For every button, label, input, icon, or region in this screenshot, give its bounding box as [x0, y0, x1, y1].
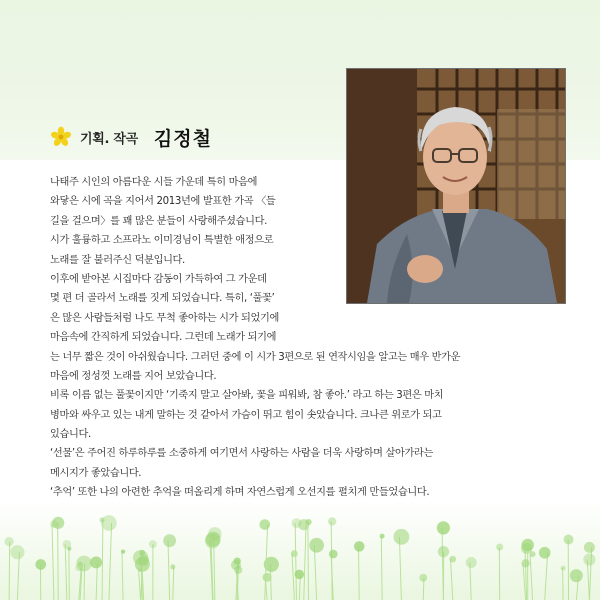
flower-puff — [583, 553, 595, 565]
body-line: 마음속에 간직하게 되었습니다. 그런데 노래가 되기에 — [50, 332, 277, 344]
flower-icon — [50, 126, 72, 148]
grass-stem — [308, 522, 309, 600]
flower-puff — [100, 518, 105, 523]
flower-puff — [437, 521, 450, 534]
flower-puff — [63, 540, 72, 549]
flower-puff — [380, 534, 385, 539]
flower-puff — [234, 566, 242, 574]
role-label: 기획. 작곡 — [80, 131, 138, 147]
flower-puff — [133, 550, 148, 565]
flower-puff — [292, 518, 302, 528]
grass-stem — [69, 549, 70, 600]
flower-puff — [530, 551, 536, 557]
body-line: 는 너무 짧은 것이 아쉬웠습니다. 그러던 중에 이 시가 3편으로 된 연작시임을 알고는 매우 반가운 — [50, 351, 461, 363]
flower-puff — [101, 515, 117, 531]
flower-puff — [163, 534, 176, 547]
body-line: 메시지가 좋았습니다. — [50, 467, 142, 479]
flower-puff — [328, 517, 336, 525]
flower-puff — [90, 556, 102, 568]
person-name: 김정철 — [153, 127, 212, 150]
body-line: 마음에 정성껏 노래를 지어 보았습니다. — [50, 370, 217, 382]
grass-stem — [9, 542, 10, 600]
body-line: 노래를 잘 불러주신 덕분입니다. — [50, 254, 185, 266]
body-line: ‘선물’은 주어진 하루하루를 소중하게 여기면서 사랑하는 사람을 더욱 사랑하며 살아가라는 — [50, 448, 433, 460]
flower-puff — [521, 559, 529, 567]
meadow-decoration — [0, 500, 600, 600]
body-line: 있습니다. — [50, 429, 91, 441]
body-line: 은 많은 사람들처럼 나도 무척 좋아하는 시가 되었기에 — [50, 312, 280, 324]
flower-puff — [305, 519, 311, 525]
flower-puff — [449, 556, 456, 563]
flower-puff — [561, 566, 566, 571]
flower-puff — [170, 564, 175, 569]
flower-puff — [4, 537, 13, 546]
flower-puff — [393, 529, 409, 545]
flower-puff — [329, 550, 338, 559]
flower-puff — [570, 569, 583, 582]
body-line: 시가 훌륭하고 소프라노 이미경님이 특별한 애정으로 — [50, 235, 274, 247]
flower-puff — [419, 574, 427, 582]
flower-puff — [50, 520, 58, 528]
flower-puff — [76, 556, 92, 572]
flower-puff — [35, 559, 46, 570]
flower-puff — [291, 550, 298, 557]
flower-puff — [466, 557, 477, 568]
body-line: 나태주 시인의 아름다운 시들 가운데 특히 마음에 — [50, 177, 258, 188]
flower-puff — [206, 532, 221, 547]
body-line: 몇 편 더 골라서 노래를 짓게 되었습니다. 특히, ‘풀꽃’ — [50, 293, 275, 305]
flower-puff — [121, 550, 125, 554]
grass-stem — [58, 523, 59, 600]
flower-puff — [584, 542, 595, 553]
body-line: 와닿은 시에 곡을 지어서 2013년에 발표한 가곡 〈들 — [50, 196, 276, 208]
grass-stem — [563, 568, 564, 600]
body-line: ‘추억’ 또한 나의 아련한 추억을 떠올리게 하며 자연스럽게 오선지를 펼치게 만들었습니다. — [50, 487, 430, 499]
flower-puff — [539, 547, 551, 559]
flower-puff — [564, 535, 574, 545]
body-line: 비록 이름 없는 풀꽃이지만 ‘기죽지 말고 살아봐, 꽃을 피워봐, 참 좋아.’ 라고 하는 3편은 마치 — [50, 390, 444, 402]
flower-puff — [259, 519, 270, 530]
flower-puff — [521, 539, 533, 551]
body-line: 이후에 받아본 시집마다 감동이 가득하여 그 가운데 — [50, 273, 267, 285]
flower-puff — [354, 541, 364, 551]
flower-puff — [309, 538, 324, 553]
flower-puff — [496, 543, 503, 550]
flower-puff — [438, 546, 449, 557]
flower-puff — [149, 540, 157, 548]
body-line: 길을 걸으며〉를 꽤 많은 분들이 사랑해주셨습니다. — [50, 215, 267, 227]
section-heading — [50, 122, 212, 152]
body-line: 병마와 싸우고 있는 내게 말하는 것 같아서 가슴이 뛰고 힘이 솟았습니다. 크나큰 위로가 되고 — [50, 409, 442, 421]
flower-puff — [295, 570, 305, 580]
flower-puff — [10, 545, 24, 559]
